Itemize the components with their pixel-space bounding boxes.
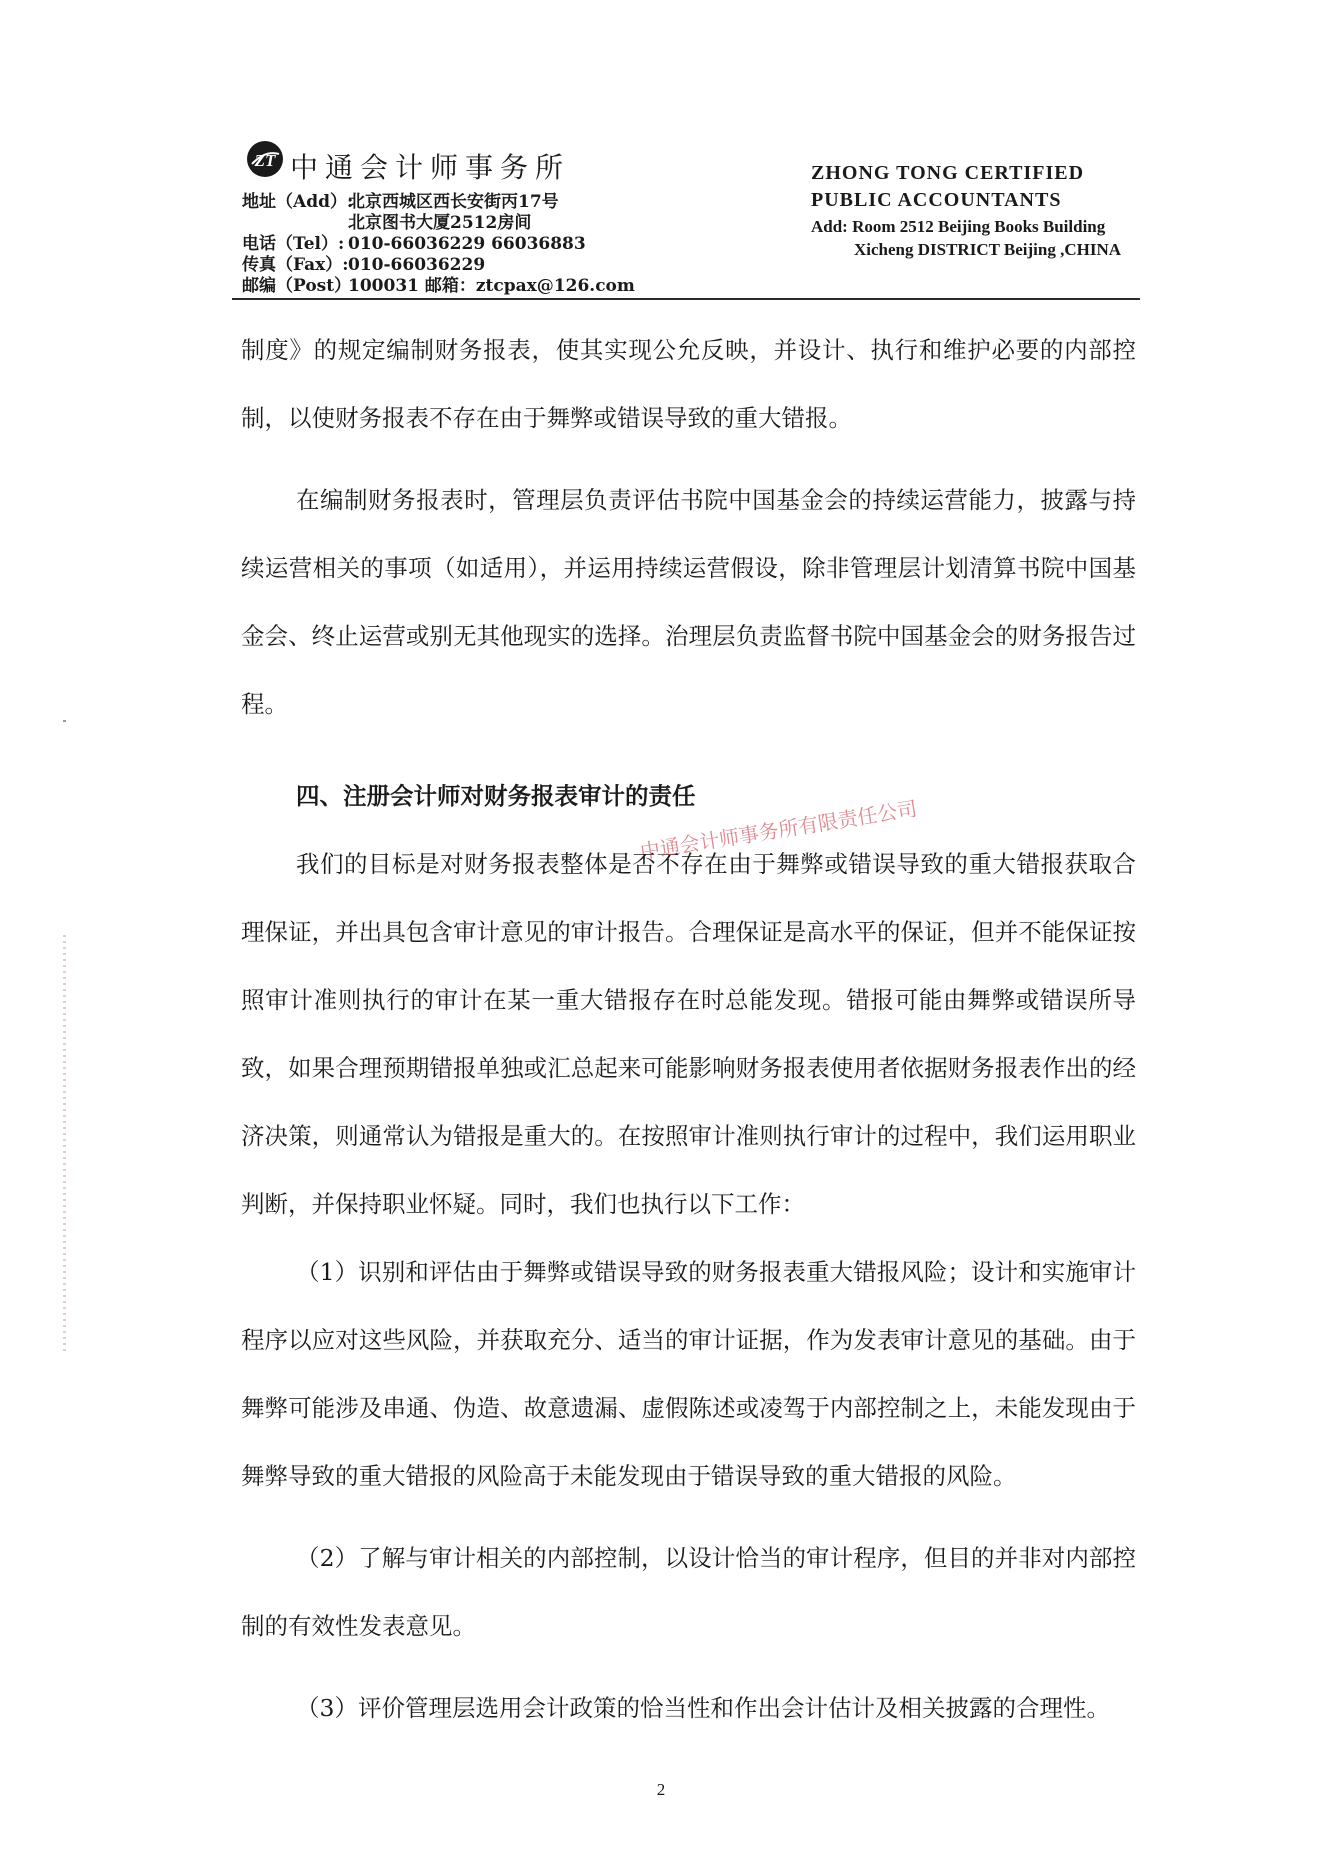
- report-body: [241, 316, 1136, 1742]
- paragraph-6: （3）评价管理层选用会计政策的恰当性和作出会计估计及相关披露的合理性。: [296, 1694, 1110, 1722]
- svg-text:ZT: ZT: [254, 151, 276, 170]
- post-label: 邮编（Post）:: [242, 276, 358, 296]
- header-divider: [232, 298, 1140, 300]
- firm-logo-icon: [246, 140, 284, 178]
- firm-seal-stamp: 中通会计师事务所有限责任公司: [638, 796, 919, 864]
- address-label: 地址（Add）:: [242, 192, 354, 212]
- scan-edge-mark: [63, 720, 66, 722]
- fax-value: 010-66036229: [348, 255, 486, 275]
- scan-edge-mark: [63, 935, 66, 1355]
- paragraph-4: （1）识别和评估由于舞弊或错误导致的财务报表重大错报风险；设计和实施审计程序以应对这些风险，并获取充分、适当的审计证据，作为发表审计意见的基础。由于舞弊可能涉及串通、伪造、故意遗漏、虚假陈述或凌驾于内部控制之上，未能发现由于舞弊导致的重大错报的风险高于未能发现由于错误导致的重大错报的风险。: [241, 1258, 1136, 1490]
- address-en-line-2: Xicheng DISTRICT Beijing ,CHINA: [854, 240, 1122, 259]
- tel-label: 电话（Tel）:: [242, 234, 345, 254]
- post-value: 100031 邮箱：ztcpax@126.com: [348, 276, 635, 296]
- paragraph-5: （2）了解与审计相关的内部控制，以设计恰当的审计程序，但目的并非对内部控制的有效性发表意见。: [241, 1544, 1136, 1640]
- address-en: [811, 215, 1121, 261]
- fax-label: 传真（Fax）:: [242, 255, 349, 275]
- firm-name-cn: 中通会计师事务所: [290, 151, 571, 184]
- section-heading: 四、注册会计师对财务报表审计的责任: [296, 782, 696, 810]
- tel-value: 010-66036229 66036883: [348, 234, 586, 254]
- contact-block: [242, 192, 635, 297]
- address-en-line-1: Add: Room 2512 Beijing Books Building: [811, 217, 1106, 236]
- firm-name-en: [811, 160, 1084, 214]
- firm-name-en-line-1: ZHONG TONG CERTIFIED: [811, 162, 1085, 184]
- page-number: 2: [656, 1780, 666, 1799]
- paragraph-3: 我们的目标是对财务报表整体是否不存在由于舞弊或错误导致的重大错报获取合理保证，并出具包含审计意见的审计报告。合理保证是高水平的保证，但并不能保证按照审计准则执行的审计在某一重大错报存在时总能发现。错报可能由舞弊或错误所导致，如果合理预期错报单独或汇总起来可能影响财务报表使用者依据财务报表作出的经济决策，则通常认为错报是重大的。在按照审计准则执行审计的过程中，我们运用职业判断，并保持职业怀疑。同时，我们也执行以下工作：: [241, 850, 1136, 1218]
- paragraph-2: 在编制财务报表时，管理层负责评估书院中国基金会的持续运营能力，披露与持续运营相关的事项（如适用），并运用持续运营假设，除非管理层计划清算书院中国基金会、终止运营或别无其他现实的选择。治理层负责监督书院中国基金会的财务报告过程。: [241, 486, 1136, 718]
- firm-name-en-line-2: PUBLIC ACCOUNTANTS: [811, 189, 1062, 211]
- paragraph-1: 制度》的规定编制财务报表，使其实现公允反映，并设计、执行和维护必要的内部控制，以使财务报表不存在由于舞弊或错误导致的重大错报。: [241, 336, 1136, 432]
- address-line-1: 北京西城区西长安街丙17号: [348, 192, 559, 212]
- address-line-2: 北京图书大厦2512房间: [348, 213, 532, 233]
